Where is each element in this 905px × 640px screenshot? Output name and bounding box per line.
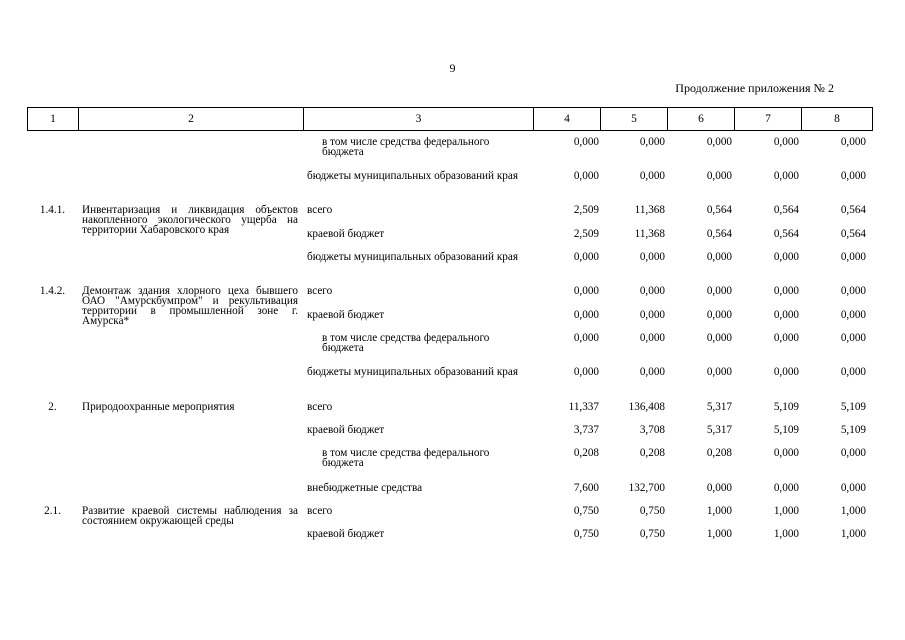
table-row <box>27 171 872 205</box>
value-col-8: 0,000 <box>840 482 866 494</box>
value-col-6: 0,000 <box>706 170 732 182</box>
funding-source: краевой бюджет <box>307 228 385 240</box>
value-col-6: 0,000 <box>706 366 732 378</box>
value-col-4: 0,750 <box>573 528 599 540</box>
value-col-8: 0,000 <box>840 136 866 148</box>
value-col-5: 132,700 <box>628 482 665 494</box>
item-name: Развитие краевой системы наблюдения за состоянием окружающей среды <box>82 505 298 527</box>
table-row <box>27 252 872 286</box>
value-col-8: 0,000 <box>840 170 866 182</box>
item-name: Демонтаж здания хлорного цеха бывшего ОАО "Амурскбумпром" и рекультивация территории в промышленной зоне г. Амурска* <box>82 285 298 327</box>
value-col-5: 0,000 <box>639 332 665 344</box>
value-col-6: 5,317 <box>706 401 732 413</box>
value-col-4: 0,000 <box>573 285 599 297</box>
funding-source: всего <box>307 401 333 413</box>
column-header-5: 5 <box>601 108 668 131</box>
value-col-8: 0,564 <box>840 228 866 240</box>
value-col-8: 0,000 <box>840 251 866 263</box>
value-col-4: 2,509 <box>573 204 599 216</box>
value-col-5: 0,750 <box>639 528 665 540</box>
column-header-table <box>27 107 873 131</box>
funding-source: краевой бюджет <box>307 309 385 321</box>
value-col-8: 0,000 <box>840 366 866 378</box>
value-col-6: 0,000 <box>706 136 732 148</box>
item-number: 2. <box>48 401 57 413</box>
value-col-6: 1,000 <box>706 505 732 517</box>
value-col-4: 0,000 <box>573 251 599 263</box>
value-col-6: 0,000 <box>706 309 732 321</box>
value-col-7: 0,000 <box>773 447 799 459</box>
value-col-8: 0,000 <box>840 309 866 321</box>
value-col-6: 1,000 <box>706 528 732 540</box>
value-col-4: 3,737 <box>573 424 599 436</box>
value-col-6: 0,564 <box>706 204 732 216</box>
value-col-4: 0,208 <box>573 447 599 459</box>
value-col-5: 0,000 <box>639 309 665 321</box>
table-row <box>27 529 872 552</box>
item-name: Инвентаризация и ликвидация объектов накопленного экологического ущерба на территории Хабаровского края <box>82 204 298 236</box>
value-col-5: 11,368 <box>634 204 665 216</box>
value-col-4: 11,337 <box>568 401 599 413</box>
table-row <box>27 367 872 402</box>
funding-source: в том числе средства федерального бюджета <box>322 332 490 354</box>
value-col-5: 11,368 <box>634 228 665 240</box>
value-col-4: 7,600 <box>573 482 599 494</box>
item-number: 2.1. <box>44 505 61 517</box>
value-col-7: 0,000 <box>773 332 799 344</box>
table-row <box>27 506 872 529</box>
value-col-8: 0,564 <box>840 204 866 216</box>
value-col-7: 5,109 <box>773 424 799 436</box>
value-col-8: 1,000 <box>840 528 866 540</box>
funding-source: краевой бюджет <box>307 528 385 540</box>
value-col-8: 1,000 <box>840 505 866 517</box>
funding-source: бюджеты муниципальных образований края <box>307 170 518 182</box>
funding-source: в том числе средства федерального бюджета <box>322 447 490 469</box>
column-header-8: 8 <box>802 108 873 131</box>
value-col-5: 0,000 <box>639 136 665 148</box>
value-col-6: 0,000 <box>706 482 732 494</box>
table-row <box>27 448 872 483</box>
value-col-7: 5,109 <box>773 401 799 413</box>
column-header-6: 6 <box>668 108 735 131</box>
value-col-7: 0,000 <box>773 482 799 494</box>
value-col-4: 2,509 <box>573 228 599 240</box>
value-col-8: 0,000 <box>840 332 866 344</box>
column-header-row <box>28 108 873 131</box>
item-number: 1.4.1. <box>39 204 66 216</box>
value-col-6: 0,564 <box>706 228 732 240</box>
value-col-6: 0,000 <box>706 251 732 263</box>
table-row <box>27 310 872 333</box>
value-col-5: 3,708 <box>639 424 665 436</box>
column-header-2: 2 <box>79 108 304 131</box>
funding-source: бюджеты муниципальных образований края <box>307 366 518 378</box>
funding-source: всего <box>307 285 333 297</box>
value-col-7: 1,000 <box>773 528 799 540</box>
funding-source: всего <box>307 204 333 216</box>
value-col-8: 5,109 <box>840 424 866 436</box>
value-col-6: 0,208 <box>706 447 732 459</box>
table-row <box>27 425 872 448</box>
value-col-7: 0,000 <box>773 170 799 182</box>
table-body <box>27 137 872 552</box>
funding-source: краевой бюджет <box>307 424 385 436</box>
funding-source: бюджеты муниципальных образований края <box>307 251 518 263</box>
column-header-3: 3 <box>304 108 534 131</box>
table-row <box>27 229 872 252</box>
value-col-7: 0,564 <box>773 204 799 216</box>
value-col-5: 0,750 <box>639 505 665 517</box>
value-col-4: 0,000 <box>573 309 599 321</box>
value-col-7: 0,000 <box>773 285 799 297</box>
value-col-5: 0,000 <box>639 366 665 378</box>
value-col-6: 0,000 <box>706 285 732 297</box>
value-col-8: 0,000 <box>840 285 866 297</box>
continuation-note: Продолжение приложения № 2 <box>675 81 834 95</box>
value-col-7: 0,000 <box>773 136 799 148</box>
funding-source: в том числе средства федерального бюджета <box>322 136 490 158</box>
table-row <box>27 137 872 171</box>
item-number: 1.4.2. <box>39 285 66 297</box>
value-col-7: 1,000 <box>773 505 799 517</box>
value-col-8: 5,109 <box>840 401 866 413</box>
value-col-4: 0,000 <box>573 170 599 182</box>
column-header-4: 4 <box>534 108 601 131</box>
value-col-7: 0,000 <box>773 366 799 378</box>
table-row <box>27 333 872 367</box>
item-name: Природоохранные мероприятия <box>82 401 235 413</box>
funding-source: всего <box>307 505 333 517</box>
value-col-6: 0,000 <box>706 332 732 344</box>
value-col-6: 5,317 <box>706 424 732 436</box>
table-row <box>27 402 872 425</box>
table-row <box>27 483 872 506</box>
value-col-5: 0,000 <box>639 170 665 182</box>
value-col-8: 0,000 <box>840 447 866 459</box>
value-col-5: 136,408 <box>628 401 665 413</box>
column-header-1: 1 <box>28 108 79 131</box>
value-col-4: 0,000 <box>573 332 599 344</box>
value-col-7: 0,000 <box>773 251 799 263</box>
value-col-7: 0,000 <box>773 309 799 321</box>
column-header-7: 7 <box>735 108 802 131</box>
page-number: 9 <box>449 61 456 75</box>
value-col-5: 0,000 <box>639 251 665 263</box>
value-col-4: 0,000 <box>573 136 599 148</box>
value-col-4: 0,000 <box>573 366 599 378</box>
value-col-5: 0,000 <box>639 285 665 297</box>
value-col-5: 0,208 <box>639 447 665 459</box>
value-col-4: 0,750 <box>573 505 599 517</box>
value-col-7: 0,564 <box>773 228 799 240</box>
funding-source: внебюджетные средства <box>307 482 423 494</box>
